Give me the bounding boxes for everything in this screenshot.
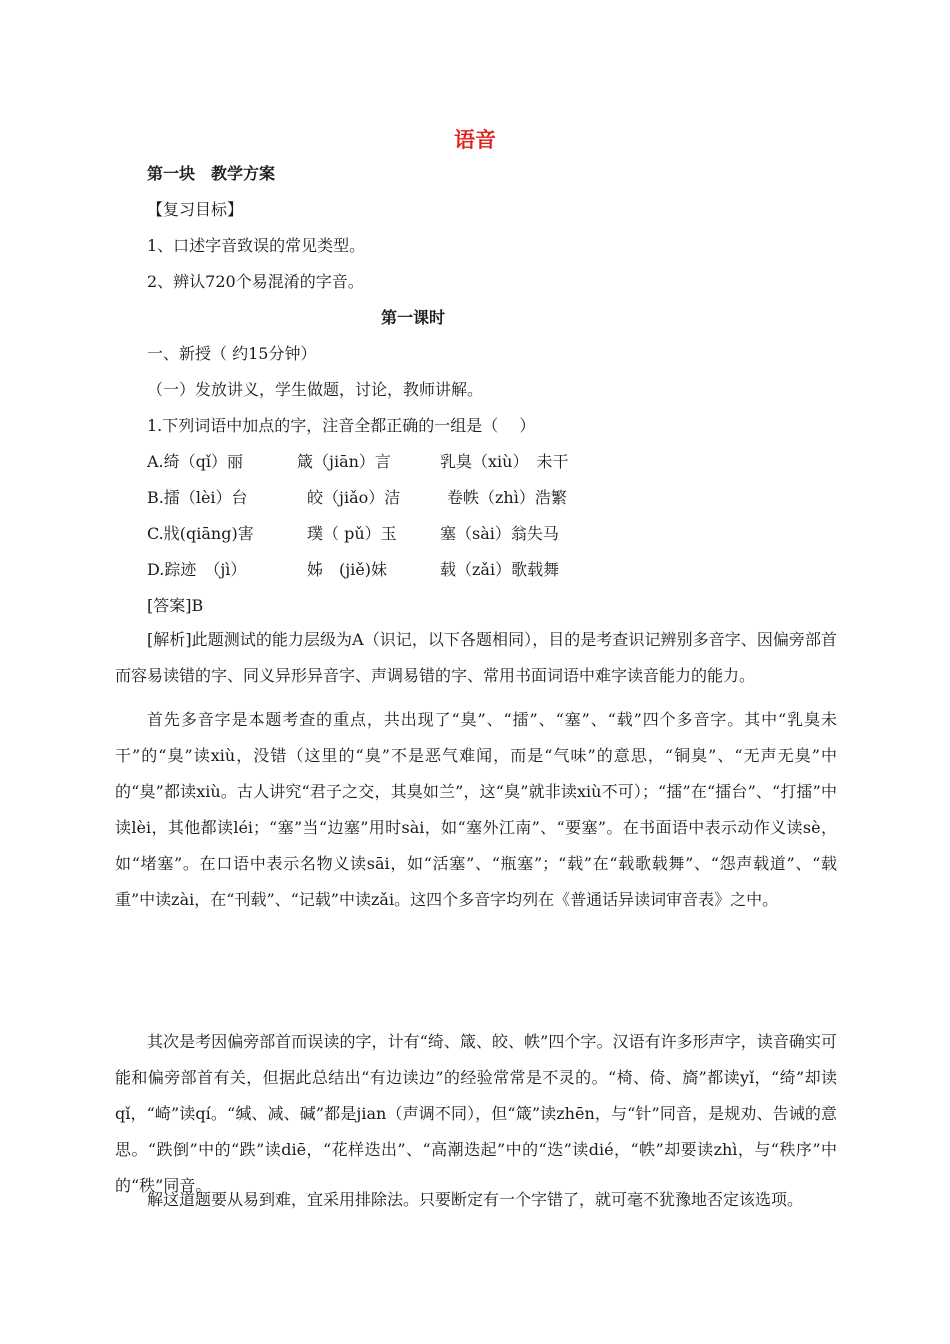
goal-item: 1、口述字音致误的常见类型。: [147, 236, 366, 255]
body-paragraph: 解这道题要从易到难，宜采用排除法。只要断定有一个字错了，就可毫不犹豫地否定该选项。: [147, 1190, 804, 1209]
option-cell: 载（zǎi）歌载舞: [440, 560, 560, 579]
body-paragraph: 首先多音字是本题考查的重点，共出现了“臭”、“擂”、“塞”、“载”四个多音字。其中“乳臭未干”的“臭”读xiù，没错（这里的“臭”不是恶气难闻，而是“气味”的意思，“铜臭”、“无声无臭”中的“臭”都读xiù。古人讲究“君子之交，其臭如兰”，这“臭”就非读xiù不可）；“擂”在“擂台”、“打擂”中读lèi，其他都读léi；“塞”当“边塞”用时sài，如“塞外江南”、“要塞”。在书面语中表示动作义读sè，如“堵塞”。在口语中表示名物义读sāi，如“活塞”、“瓶塞”；“载”在“载歌载舞”、“怨声载道”、“载重”中读zài，在“刊载”、“记载”中读zǎi。这四个多音字均列在《普通话异读词审音表》之中。: [115, 710, 837, 909]
section-heading: 第一块 教学方案: [147, 164, 276, 183]
part-heading: 一、新授（ 约15分钟）: [147, 344, 317, 363]
option-cell: 乳臭（xiù） 未干: [440, 452, 569, 471]
answer-text: [答案]B: [147, 596, 204, 615]
option-cell: 璞（ pǔ）玉: [307, 524, 397, 543]
analysis-paragraph: [解析]此题测试的能力层级为A（识记，以下各题相同），目的是考查识记辨别多音字、因偏旁部首而容易读错的字、同义异形异音字、声调易错的字、常用书面词语中难字读音能力的能力。: [115, 630, 837, 685]
option-cell: 箴（jiān）言: [297, 452, 391, 471]
option-cell: 塞（sài）翁失马: [440, 524, 559, 543]
option-cell: C.戕(qiāng)害: [147, 524, 254, 543]
body-paragraph: 其次是考因偏旁部首而误读的字，计有“绮、箴、皎、帙”四个字。汉语有许多形声字，读音确实可能和偏旁部首有关，但据此总结出“有边读边”的经验常常是不灵的。“椅、倚、旖”都读yǐ，“绮”却读qǐ，“崎”读qí。“缄、减、碱”都是jian（声调不同），但“箴”读zhēn，与“针”同音，是规劝、告诫的意思。“跌倒”中的“跌”读diē，“花样迭出”、“高潮迭起”中的“迭”读dié，“帙”却要读zhì，与“秩序”中的“秩”同音。: [115, 1032, 837, 1195]
page-title: 语音: [454, 128, 496, 152]
option-cell: A.绮（qǐ）丽: [147, 452, 244, 471]
option-cell: B.擂（lèi）台: [147, 488, 248, 507]
review-goals-heading: 【复习目标】: [147, 200, 244, 219]
option-cell: 姊 (jiě)妹: [307, 560, 388, 579]
sub-heading: （一）发放讲义，学生做题，讨论，教师讲解。: [147, 380, 484, 399]
lesson-heading: 第一课时: [380, 308, 445, 327]
option-cell: D.踪迹 （jì）: [147, 560, 247, 579]
option-cell: 皎（jiǎo）洁: [307, 488, 401, 507]
question-text: 1.下列词语中加点的字，注音全都正确的一组是（ ）: [147, 416, 536, 435]
goal-item: 2、辨认720个易混淆的字音。: [147, 272, 364, 291]
option-cell: 卷帙（zhì）浩繁: [447, 488, 567, 507]
